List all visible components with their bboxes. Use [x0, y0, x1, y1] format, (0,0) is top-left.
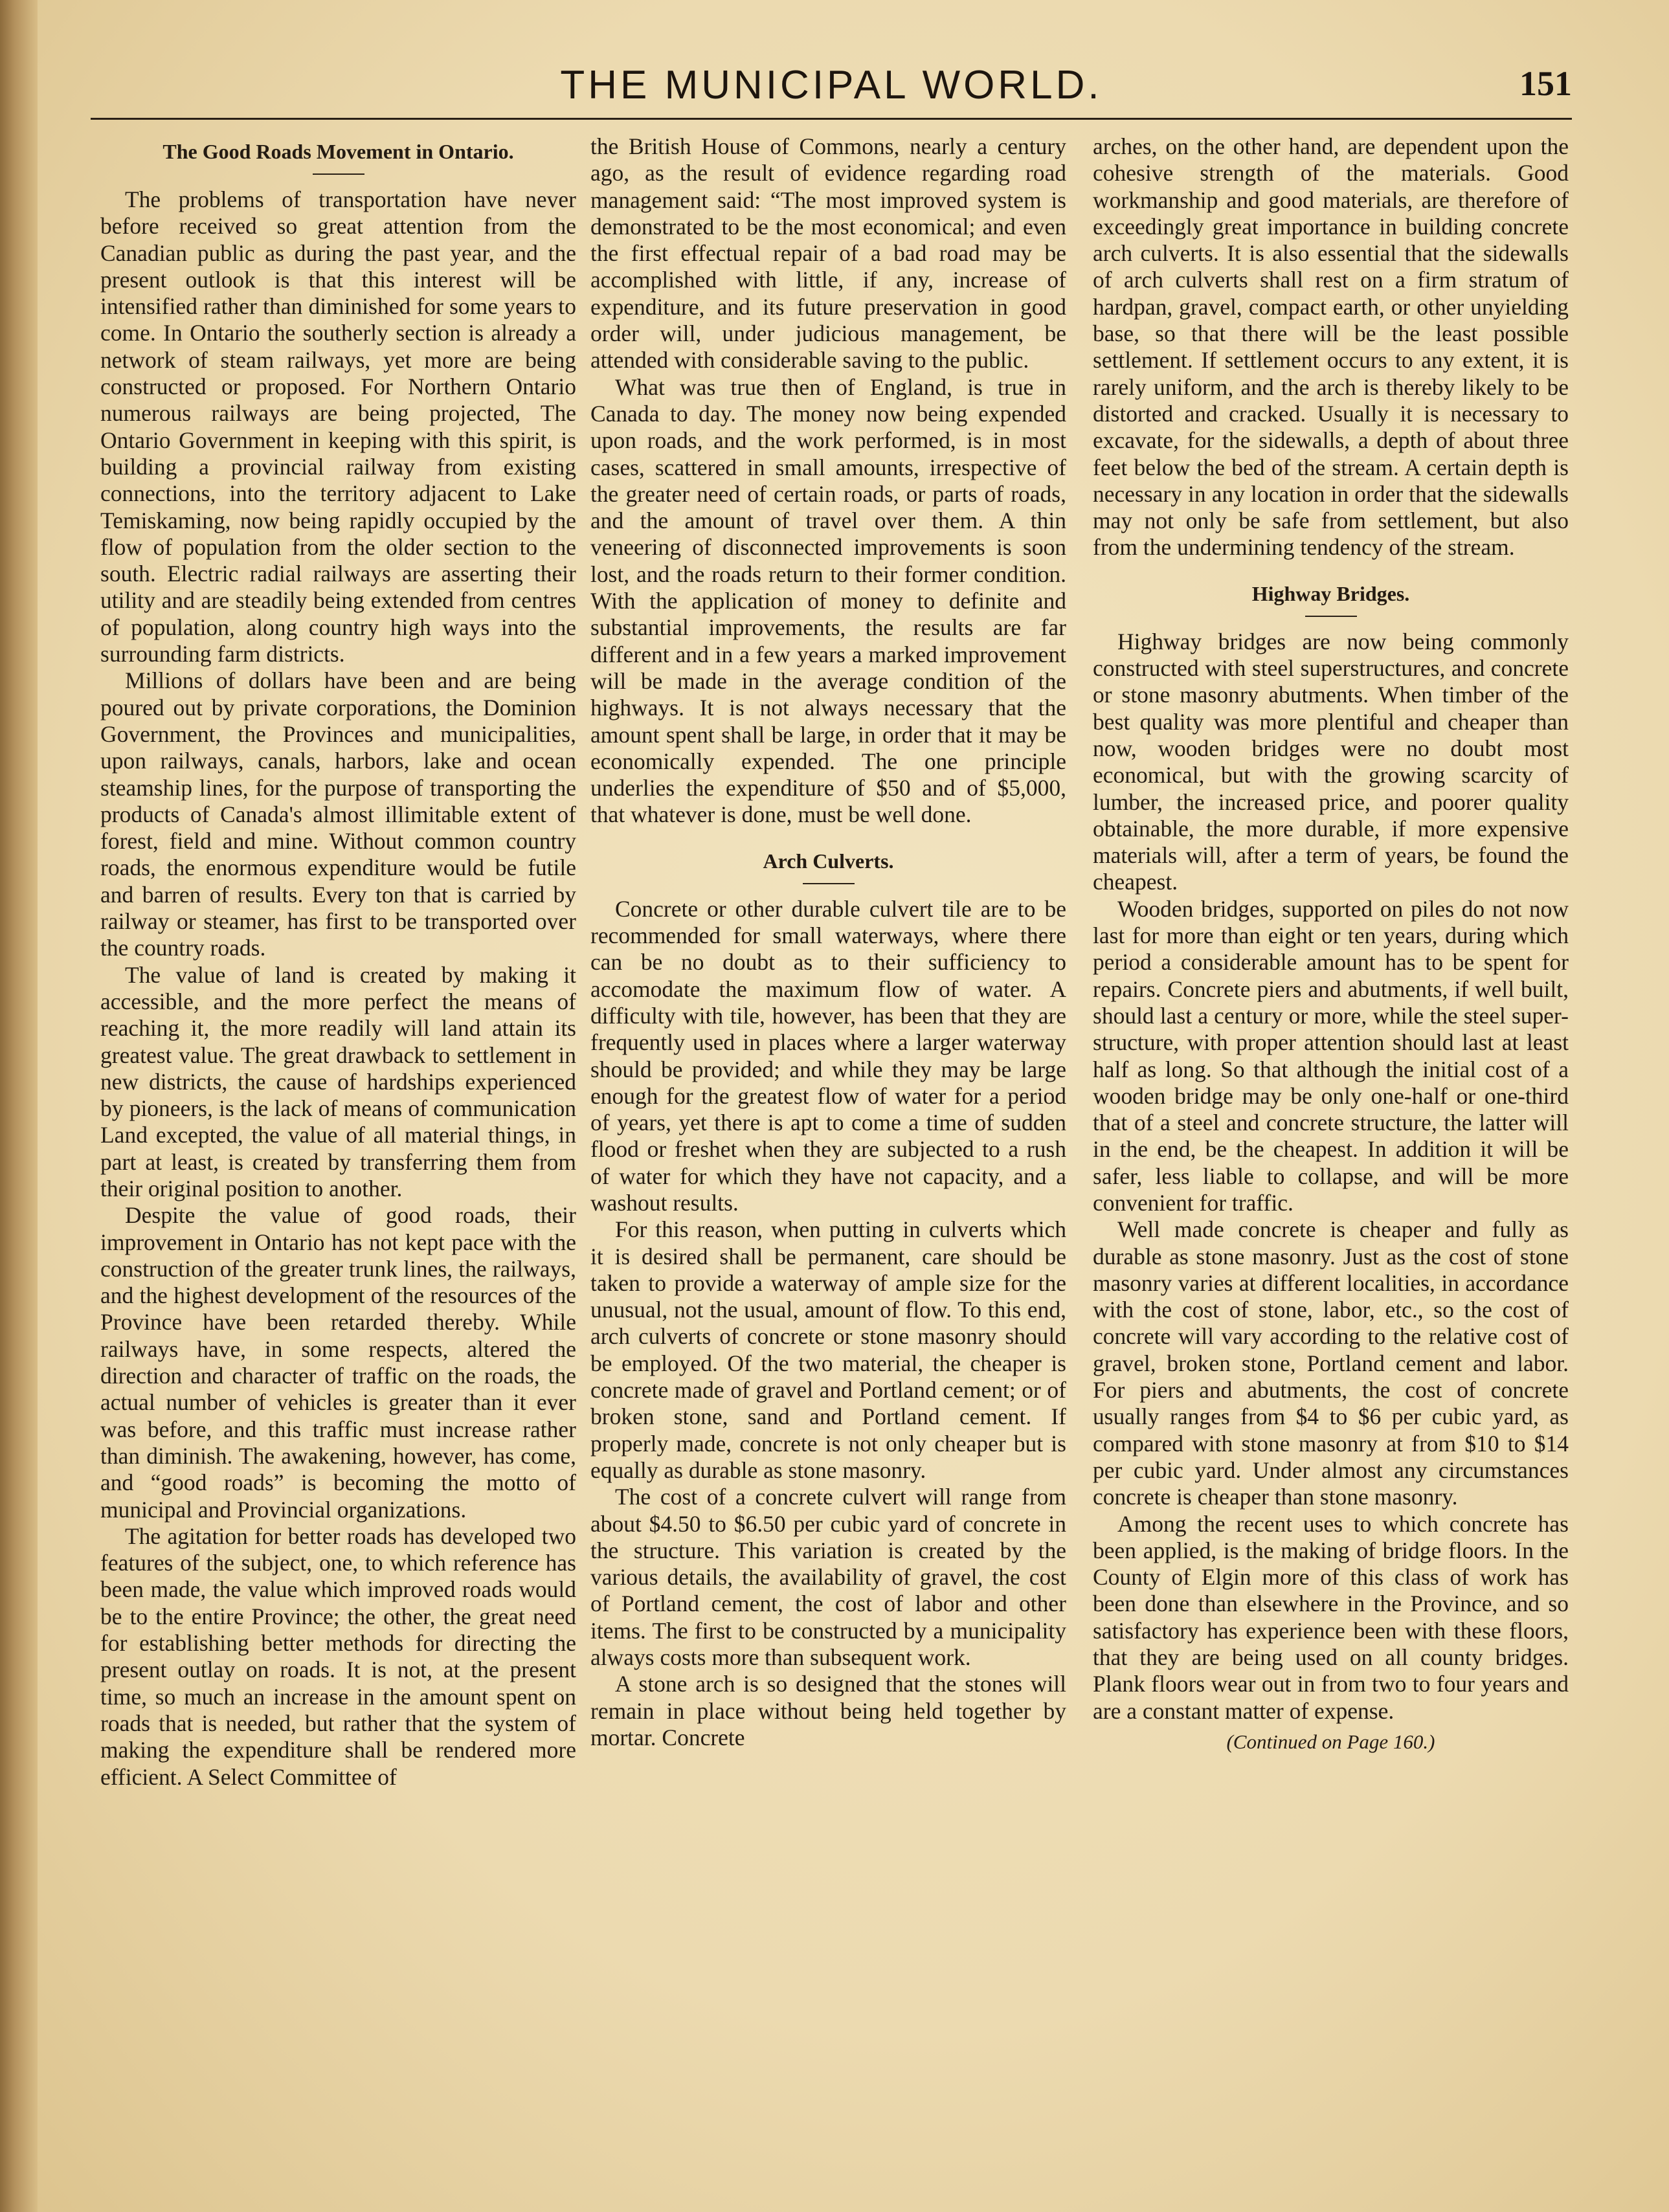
paragraph: For this reason, when putting in culverts which it is desired shall be permanent, care should be taken to provide a waterway of ample size for the unusual, not the usual, amount of flow. To this end, arch culverts of concrete or stone masonry should be employed. Of the two material, the cheaper is concrete made of gravel and Portland cement; or of broken stone, sand and Portland cement. If properly made, concrete is not only cheaper but is equally as durable as stone masonry.	[590, 1216, 1066, 1483]
column-2	[590, 133, 1066, 1751]
binding-gutter	[0, 0, 38, 2212]
page-number: 151	[1519, 64, 1572, 103]
paragraph: The cost of a concrete culvert will range from about $4.50 to $6.50 per cubic yard of concrete in the structure. This variation is created by the various details, the availability of gravel, the cost of Portland cement, the cost of labor and other items. The first to be constructed by a municipality always costs more than subsequent work.	[590, 1484, 1066, 1671]
page-header	[91, 62, 1572, 120]
paragraph: What was true then of England, is true in Canada to day. The money now being expended upon roads, and the work performed, is in most cases, scattered in small amounts, irrespective of the greater need of certain roads, or parts of roads, and the amount of travel over them. A thin veneering of disconnected improvements is soon lost, and the roads return to their former condition. With the application of money to definite and substantial improvements, the results are far different and in a few years a marked improvement will be made in the average condition of the highways. It is not always necessary that the amount spent shall be large, in order that it may be economically expended. The one principle underlies the expenditure of $50 and of $5,000, that whatever is done, must be well done.	[590, 374, 1066, 828]
header-rule	[91, 118, 1572, 120]
paragraph: arches, on the other hand, are dependent upon the cohesive strength of the materials. Good workmanship and good materials, are therefore of exceedingly great importance in building concrete arch culverts. It is also essential that the sidewalls of arch culverts shall rest on a firm stratum of hardpan, gravel, compact earth, or other unyielding base, so that there will be the least possible settlement. If settlement occurs to any extent, it is rarely uniform, and the arch is thereby likely to be distorted and cracked. Usually it is necessary to excavate, for the sidewalls, a depth of about three feet below the bed of the stream. A certain depth is necessary in any location in order that the sidewalls may not only be safe from settlement, but also from the undermining tendency of the stream.	[1093, 133, 1569, 561]
paragraph: The agitation for better roads has developed two features of the subject, one, to which reference has been made, the value which improved roads would be to the entire Province; the other, the great need for establishing better methods for directing the present outlay on roads. It is not, at the present time, so much an increase in the amount spent on roads that is needed, but rather that the system of making the expenditure shall be rendered more efficient. A Select Committee of	[100, 1523, 576, 1790]
paragraph: The value of land is created by making it accessible, and the more perfect the means of reaching it, the more readily will land attain its greatest value. The great drawback to settlement in new districts, the cause of hardships experienced by pioneers, is the lack of means of communication Land excepted, the value of all material things, in part at least, is created by transferring them from their original position to another.	[100, 961, 576, 1201]
paragraph: Highway bridges are now being commonly constructed with steel superstructures, and concrete or stone masonry abutments. When timber of the best quality was more plentiful and cheaper than now, wooden bridges were no doubt most economical, but with the growing scarcity of lumber, the increased price, and poorer quality obtainable, the more durable, if more expensive materials will, after a term of years, be found the cheapest.	[1093, 628, 1569, 895]
paragraph: Concrete or other durable culvert tile are to be recommended for small waterways, where there can be no doubt as to their sufficiency to accomodate the maximum flow of water. A difficulty with tile, however, has been that they are frequently used in places where a larger waterway should be provided; and while they may be large enough for the greatest flow of water for a period of years, yet there is apt to come a time of sudden flood or freshet when they are subjected to a rush of water for which they have not capacity, and a washout results.	[590, 895, 1066, 1216]
continued-note: (Continued on Page 160.)	[1226, 1730, 1435, 1753]
section-heading-highway-bridges: Highway Bridges.	[1251, 581, 1410, 605]
article-heading: The Good Roads Movement in Ontario.	[162, 140, 514, 163]
paragraph: The problems of transportation have never before received so great attention from the Canadian public as during the past year, and the present outlook is that this interest will be intensified rather than diminished for some years to come. In Ontario the southerly section is already a network of steam railways, yet more are being constructed or proposed. For Northern Ontario numerous railways are being projected, The Ontario Government in keeping with this spirit, is building a provincial railway from existing connections, into the territory adjacent to Lake Temiskaming, now being rapidly occupied by the flow of population from the older section to the south. Electric radial railways are asserting their utility and are steadily being extended from centres of population, along country high ways into the surrounding farm districts.	[100, 186, 576, 667]
column-1	[100, 133, 576, 1791]
paragraph: Among the recent uses to which concrete has been applied, is the making of bridge floors. In the County of Elgin more of this class of work has been done than elsewhere in the Province, and so satisfactory has experience been with these floors, that they are being used on all county bridges. Plank floors wear out in from two to four years and are a constant matter of expense.	[1093, 1510, 1569, 1724]
heading-rule	[313, 173, 364, 175]
heading-rule	[803, 883, 855, 884]
paragraph: Wooden bridges, supported on piles do not now last for more than eight or ten years, during which period a considerable amount has to be spent for repairs. Concrete piers and abutments, if well built, should last a century or more, while the steel super-structure, with proper attention should last at least half as long. So that although the initial cost of a wooden bridge may be only one-half or one-third that of a steel and concrete structure, the latter will in the end, be the cheapest. In addition it will be safer, less liable to collapse, and will be more convenient for traffic.	[1093, 895, 1569, 1216]
paragraph: Millions of dollars have been and are being poured out by private corporations, the Dominion Government, the Provinces and municipalities, upon railways, canals, harbors, lake and ocean steamship lines, for the purpose of transporting the products of Canada's almost illimitable extent of forest, field and mine. Without common country roads, the enormous expenditure would be futile and barren of results. Every ton that is carried by railway or steamer, has first to be transported over the country roads.	[100, 667, 576, 961]
paragraph: the British House of Commons, nearly a century ago, as the result of evidence regarding road management said: “The most improved system is demonstrated to be the most economical; and even the first effectual repair of a bad road may be accomplished with little, if any, increase of expenditure, and its future preservation in good order will, under judicious management, be attended with considerable saving to the public.	[590, 133, 1066, 374]
heading-rule	[1305, 616, 1357, 617]
paragraph: Well made concrete is cheaper and fully as durable as stone masonry. Just as the cost of stone masonry varies at different localities, in accordance with the cost of stone, labor, etc., so the cost of concrete will vary according to the relative cost of gravel, broken stone, Portland cement and labor. For piers and abutments, the cost of concrete usually ranges from $4 to $6 per cubic yard, as compared with stone masonry at from $10 to $14 per cubic yard. Under almost any circumstances concrete is cheaper than stone masonry.	[1093, 1216, 1569, 1510]
publication-title: THE MUNICIPAL WORLD.	[560, 63, 1103, 107]
paragraph: A stone arch is so designed that the stones will remain in place without being held together by mortar. Concrete	[590, 1671, 1066, 1750]
column-3	[1093, 133, 1569, 1755]
paragraph: Despite the value of good roads, their improvement in Ontario has not kept pace with the construction of the greater trunk lines, the railways, and the highest development of the resources of the Province have been retarded thereby. While railways have, in some respects, altered the direction and character of traffic on the roads, the actual number of vehicles is greater than it ever was before, and this traffic must increase rather than diminish. The awakening, however, has come, and “good roads” is becoming the motto of municipal and Provincial organizations.	[100, 1202, 576, 1523]
section-heading-arch-culverts: Arch Culverts.	[763, 849, 894, 873]
